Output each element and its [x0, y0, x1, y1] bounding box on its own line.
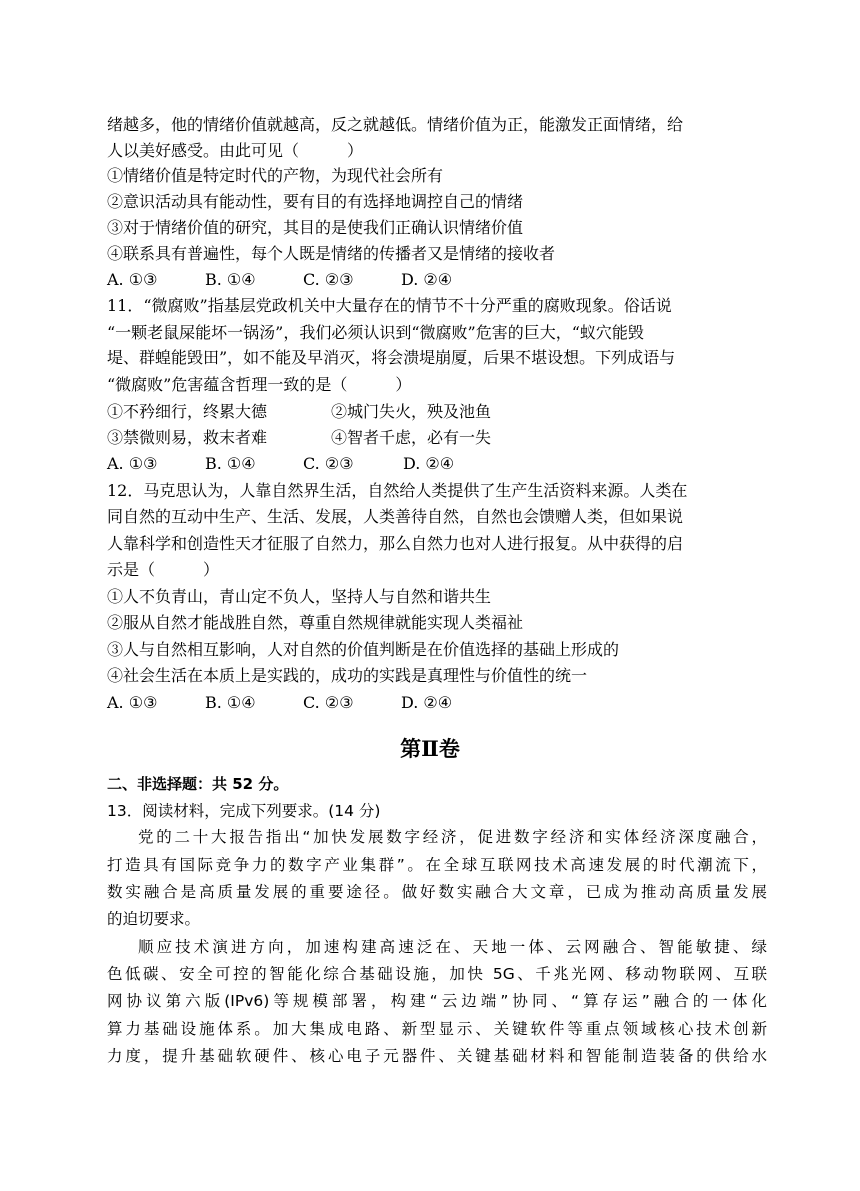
- q11-answer-b: B. ①④: [205, 454, 256, 473]
- q10-answer-d: D. ②④: [401, 270, 453, 289]
- q13-para1-line-2: 打造具有国际竞争力的数字产业集群”。在全球互联网技术高速发展的时代潮流下，: [107, 856, 767, 874]
- q11-answer-choices: [107, 454, 767, 474]
- q10-answer-c: C. ②③: [303, 270, 354, 289]
- q10-answer-b: B. ①④: [205, 270, 256, 289]
- q12-answer-d: D. ②④: [401, 693, 453, 712]
- q13-para2-line-2: 色低碳、安全可控的智能化综合基础设施，加快 5G、千兆光网、移动物联网、互联: [107, 965, 767, 983]
- q11-answer-a: A. ①③: [107, 454, 158, 473]
- section-heading: 二、非选择题：共 52 分。: [107, 775, 289, 793]
- q10-option-1: ①情绪价值是特定时代的产物，为现代社会所有: [107, 166, 444, 185]
- q11-options-row-2: [107, 428, 767, 448]
- q11-stem-line-2: “一颗老鼠屎能坏一锅汤”，我们必须认识到“微腐败”危害的巨大，“蚁穴能毁: [107, 323, 644, 342]
- q12-option-2: ②服从自然才能战胜自然，尊重自然规律就能实现人类福祉: [107, 613, 524, 632]
- q11-answer-c: C. ②③: [303, 454, 354, 473]
- q10-stem-line-1: 绪越多，他的情绪价值就越高，反之就越低。情绪价值为正，能激发正面情绪，给: [107, 115, 684, 134]
- q13-para2-line-5: 力度，提升基础软硬件、核心电子元器件、关键基础材料和智能制造装备的供给水: [107, 1047, 767, 1065]
- q11-option-4: ④智者千虑，必有一失: [331, 428, 492, 447]
- q10-option-4: ④联系具有普遍性，每个人既是情绪的传播者又是情绪的接收者: [107, 244, 556, 263]
- q12-stem-line-3: 人靠科学和创造性天才征服了自然力，那么自然力也对人进行报复。从中获得的启: [107, 534, 684, 553]
- q12-stem-line-4: 示是（ ）: [107, 560, 220, 579]
- q10-answer-choices: [107, 270, 767, 290]
- q12-stem-line-1: 12．马克思认为，人靠自然界生活，自然给人类提供了生产生活资料来源。人类在: [107, 481, 688, 500]
- q13-para1-line-1: 党的二十大报告指出“加快发展数字经济，促进数字经济和实体经济深度融合，: [138, 828, 767, 846]
- q11-option-2: ②城门失火，殃及池鱼: [331, 402, 492, 421]
- q11-stem-line-3: 堤、群蝗能毁田”，如不能及早消灭，将会溃堤崩厦，后果不堪设想。下列成语与: [107, 348, 676, 367]
- q10-stem-line-2: 人以美好感受。由此可见（ ）: [107, 141, 364, 160]
- q13-para2-line-3: 网协议第六版(IPv6)等规模部署，构建“云边端”协同、“算存运”融合的一体化: [107, 992, 767, 1010]
- q12-answer-b: B. ①④: [205, 693, 256, 712]
- q12-answer-a: A. ①③: [107, 693, 158, 712]
- q12-option-4: ④社会生活在本质上是实践的，成功的实践是真理性与价值性的统一: [107, 666, 588, 685]
- q10-answer-a: A. ①③: [107, 270, 158, 289]
- part-two-title: 第Ⅱ卷: [400, 736, 460, 761]
- q13-para2-line-1: 顺应技术演进方向，加速构建高速泛在、天地一体、云网融合、智能敏捷、绿: [138, 938, 767, 956]
- q12-stem-line-2: 同自然的互动中生产、生活、发展，人类善待自然，自然也会馈赠人类，但如果说: [107, 507, 684, 526]
- q12-option-1: ①人不负青山，青山定不负人，坚持人与自然和谐共生: [107, 587, 492, 606]
- q13-para2-line-4: 算力基础设施体系。加大集成电路、新型显示、关键软件等重点领域核心技术创新: [107, 1020, 767, 1038]
- q11-answer-d: D. ②④: [403, 454, 455, 473]
- q11-stem-line-1: 11．“微腐败”指基层党政机关中大量存在的情节不十分严重的腐败现象。俗话说: [107, 296, 672, 315]
- q11-options-row-1: [107, 402, 767, 422]
- q12-answer-choices: [107, 693, 767, 713]
- q11-option-3: ③禁微则易，救末者难: [107, 428, 268, 447]
- q13-stem: 13．阅读材料，完成下列要求。(14 分): [107, 802, 381, 820]
- q13-para1-line-4: 的迫切要求。: [107, 910, 201, 928]
- q10-option-2: ②意识活动具有能动性，要有目的有选择地调控自己的情绪: [107, 192, 524, 211]
- q12-option-3: ③人与自然相互影响，人对自然的价值判断是在价值选择的基础上形成的: [107, 640, 620, 659]
- q10-option-3: ③对于情绪价值的研究，其目的是使我们正确认识情绪价值: [107, 218, 524, 237]
- q11-option-1: ①不矜细行，终累大德: [107, 402, 268, 421]
- q11-stem-line-4: “微腐败”危害蕴含哲理一致的是（ ）: [107, 375, 412, 394]
- q12-answer-c: C. ②③: [303, 693, 354, 712]
- q13-para1-line-3: 数实融合是高质量发展的重要途径。做好数实融合大文章，已成为推动高质量发展: [107, 883, 767, 901]
